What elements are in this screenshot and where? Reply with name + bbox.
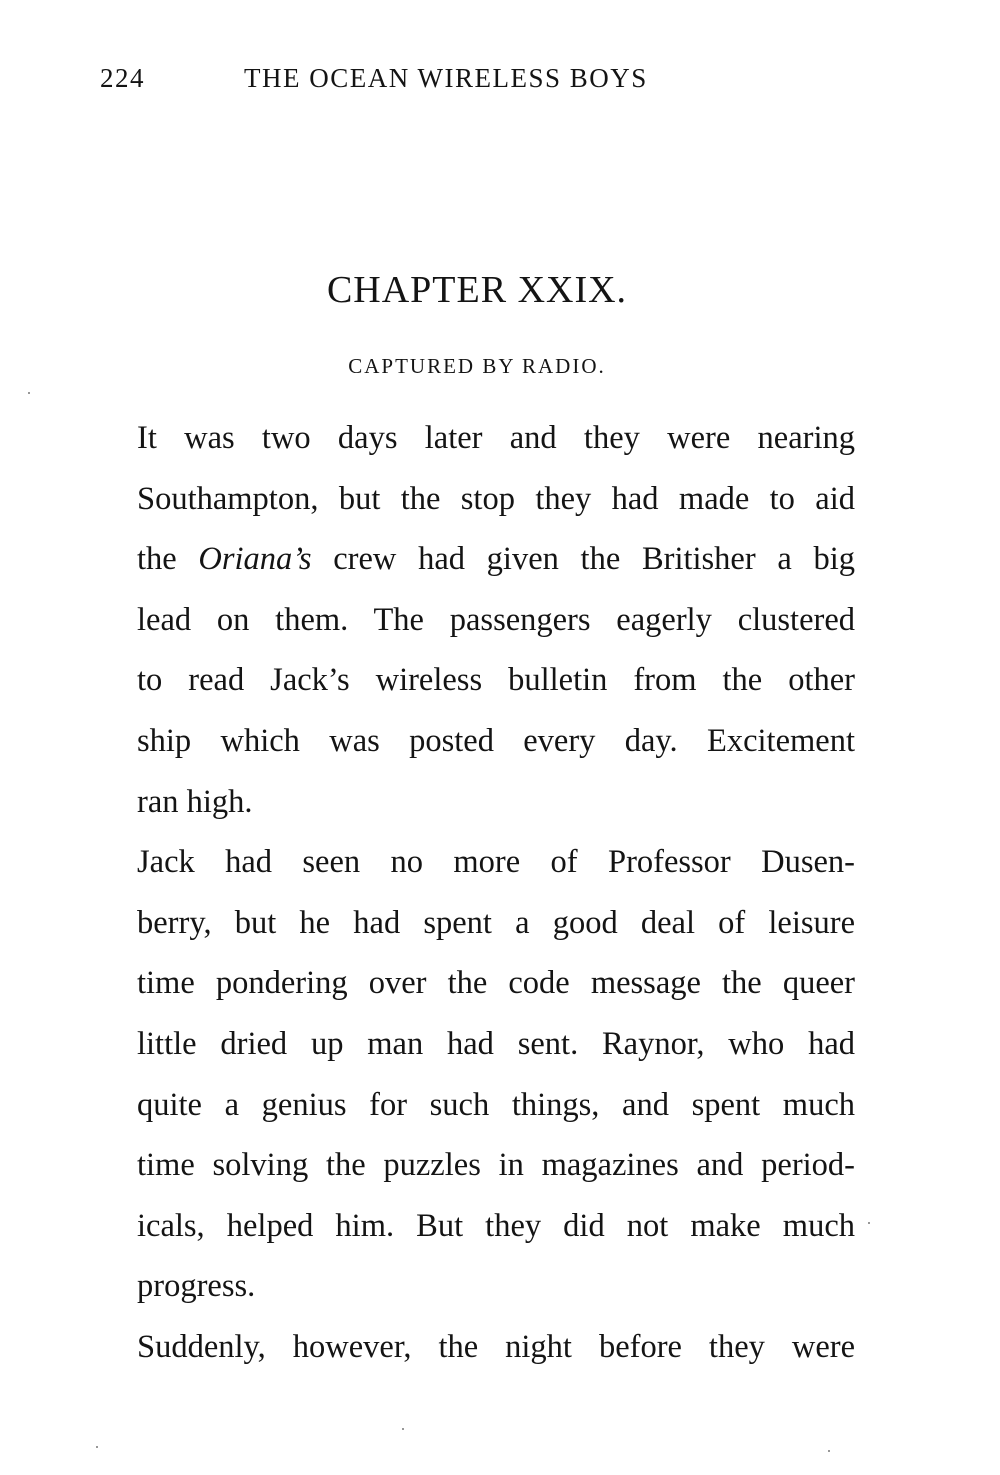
chapter-subtitle: CAPTURED BY RADIO. [348, 354, 606, 378]
page-number: 224 [100, 63, 145, 93]
scan-speck [96, 1446, 98, 1448]
text-segment: the [137, 541, 199, 578]
text-line: It was two days later and they were nearing [137, 420, 855, 456]
paragraph [101, 832, 855, 1317]
paragraph [101, 408, 855, 832]
scan-speck [828, 1450, 830, 1452]
text-line: Jack had seen no more of Professor Dusen- [137, 844, 855, 881]
text-line: icals, helped him. But they did not make much [137, 1207, 855, 1244]
text-line: to read Jack’s wireless bulletin from the other [137, 662, 855, 699]
running-title: THE OCEAN WIRELESS BOYS [244, 63, 648, 93]
text-line: time pondering over the code message the queer [137, 965, 855, 1002]
body-text [101, 408, 855, 1378]
text-line: ran high. [137, 783, 253, 820]
text-segment: crew had given the Britisher a big [311, 541, 855, 578]
scan-speck [402, 1428, 404, 1430]
text-line: berry, but he had spent a good deal of leisure [137, 904, 855, 941]
text-line: Suddenly, however, the night before they were [137, 1328, 855, 1365]
text-line: progress. [137, 1268, 256, 1305]
text-line: Southampton, but the stop they had made to aid [137, 480, 855, 517]
scan-speck [868, 1222, 870, 1224]
chapter-heading: CHAPTER XXIX. [326, 269, 628, 311]
text-line: time solving the puzzles in magazines and period- [137, 1147, 855, 1184]
text-line: little dried up man had sent. Raynor, who had [137, 1025, 855, 1062]
ship-name: Oriana’s [198, 541, 312, 578]
text-line [101, 529, 855, 590]
running-head [100, 58, 740, 98]
scan-speck [28, 392, 30, 394]
paragraph [101, 1317, 855, 1378]
text-line: ship which was posted every day. Excitement [137, 722, 855, 759]
text-line: quite a genius for such things, and spent much [137, 1086, 855, 1123]
text-line: lead on them. The passengers eagerly clustered [137, 601, 855, 638]
